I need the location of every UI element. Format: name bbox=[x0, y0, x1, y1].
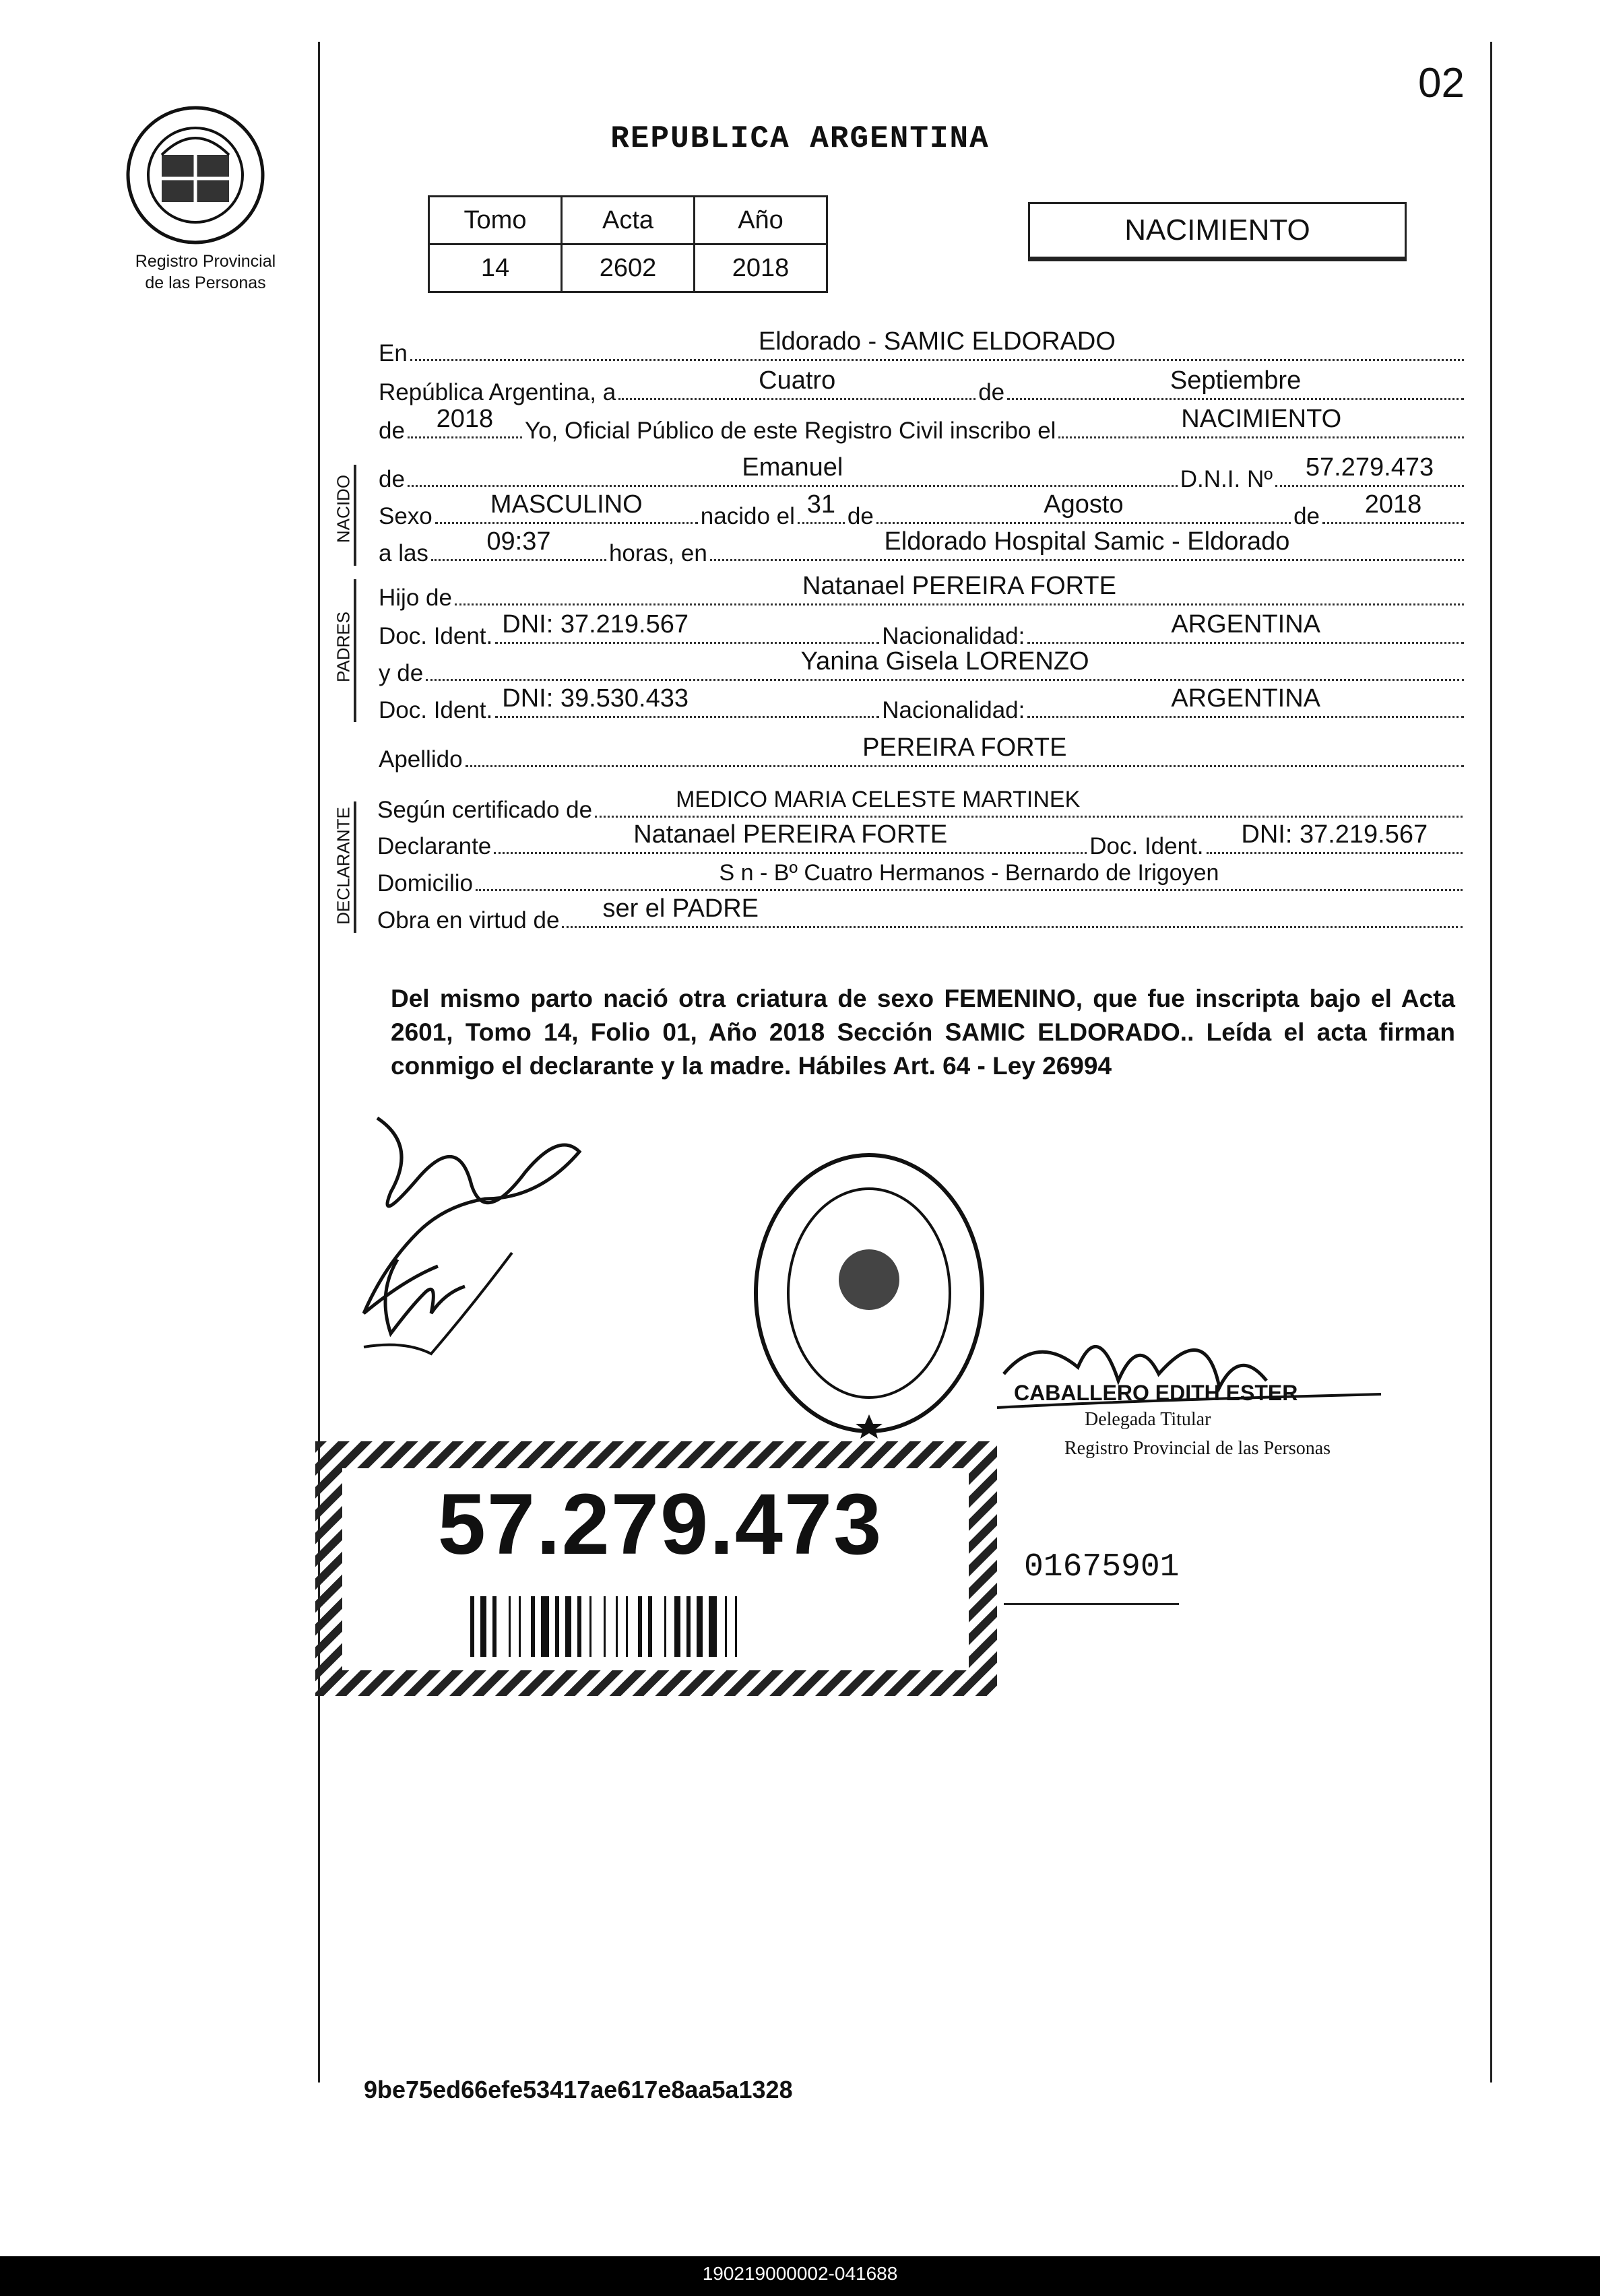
barcode-bars bbox=[470, 1596, 737, 1657]
child-name: Emanuel bbox=[742, 453, 843, 482]
value-acta: 2602 bbox=[562, 244, 695, 292]
document-title: REPUBLICA ARGENTINA bbox=[610, 121, 990, 156]
mother-doc-row: Doc. Ident. DNI: 39.530.433 Nacionalidad: ARGENTINA bbox=[379, 697, 1467, 724]
mother-row: y de Yanina Gisela LORENZO bbox=[379, 660, 1467, 687]
declarant-doc: DNI: 37.219.567 bbox=[1241, 820, 1428, 849]
place-label: En bbox=[379, 340, 408, 366]
observation-paragraph: Del mismo parto nació otra criatura de sexo FEMENINO, que fue inscripta bajo el Acta 2601, Tomo 14, Folio 01, Año 2018 Sección SAMIC ELDORADO.. Leída el acta firman conmigo el declarante y la madre. Hábiles Art. 64 - Ley 26994 bbox=[391, 985, 1455, 1080]
header-tomo: Tomo bbox=[429, 197, 562, 244]
father-row: Hijo de Natanael PEREIRA FORTE bbox=[379, 585, 1467, 612]
logo-caption: Registro Provincial de las Personas bbox=[135, 252, 276, 292]
footer-code: 190219000002-041688 bbox=[702, 2263, 898, 2284]
surname-value: PEREIRA FORTE bbox=[862, 733, 1067, 762]
mother-nationality: ARGENTINA bbox=[1171, 684, 1321, 713]
child-dni: 57.279.473 bbox=[1305, 453, 1434, 482]
address-row: Domicilio S n - Bº Cuatro Hermanos - Bernardo de Irigoyen bbox=[377, 870, 1465, 897]
signatory-org: Registro Provincial de las Personas bbox=[1064, 1438, 1331, 1459]
record-table bbox=[428, 195, 828, 293]
address-value: S n - Bº Cuatro Hermanos - Bernardo de Irigoyen bbox=[719, 860, 1219, 886]
mother-name: Yanina Gisela LORENZO bbox=[800, 647, 1089, 676]
signatory-name: CABALLERO EDITH ESTER bbox=[1014, 1381, 1298, 1405]
header-acta: Acta bbox=[562, 197, 695, 244]
sex-row: Sexo MASCULINO nacido el 31 de Agosto de 2018 bbox=[379, 503, 1467, 530]
registry-seal bbox=[748, 1145, 990, 1441]
obra-value: ser el PADRE bbox=[602, 894, 759, 923]
born-time: 09:37 bbox=[486, 527, 551, 556]
child-sex: MASCULINO bbox=[490, 490, 643, 519]
registry-seal-icon bbox=[748, 1145, 990, 1441]
certificate-value: MEDICO MARIA CELESTE MARTINEK bbox=[676, 787, 1081, 812]
declarant-signature-icon bbox=[337, 1091, 620, 1374]
header-anio: Año bbox=[695, 197, 827, 244]
place-value: Eldorado - SAMIC ELDORADO bbox=[758, 327, 1116, 356]
day-value: Cuatro bbox=[759, 366, 836, 395]
name-row: de Emanuel D.N.I. Nº 57.279.473 bbox=[379, 466, 1467, 493]
section-declarante: DECLARANTE bbox=[333, 807, 354, 925]
document-hash: 9be75ed66efe53417ae617e8aa5a1328 bbox=[364, 2076, 793, 2103]
section-nacido: NACIDO bbox=[333, 474, 354, 544]
value-anio: 2018 bbox=[695, 244, 827, 292]
value-tomo: 14 bbox=[429, 244, 562, 292]
date-label: República Argentina, a bbox=[379, 379, 616, 405]
record-type-box: NACIMIENTO bbox=[1028, 202, 1407, 261]
date-row: República Argentina, a Cuatro de Septiembre bbox=[379, 379, 1467, 406]
declarant-row: Declarante Natanael PEREIRA FORTE Doc. Ident. DNI: 37.219.567 bbox=[377, 833, 1465, 860]
month-value: Septiembre bbox=[1170, 366, 1302, 395]
declarant-name: Natanael PEREIRA FORTE bbox=[633, 820, 948, 849]
surname-row: Apellido PEREIRA FORTE bbox=[379, 746, 1467, 773]
barcode-dni-number: 57.279.473 bbox=[437, 1476, 883, 1573]
born-year: 2018 bbox=[1364, 490, 1422, 519]
father-nationality: ARGENTINA bbox=[1171, 610, 1321, 638]
father-doc-row: Doc. Ident. DNI: 37.219.567 Nacionalidad: ARGENTINA bbox=[379, 623, 1467, 650]
certificate-row: Según certificado de MEDICO MARIA CELESTE MARTINEK bbox=[377, 797, 1465, 824]
place-row bbox=[379, 327, 1467, 367]
father-name: Natanael PEREIRA FORTE bbox=[802, 572, 1116, 600]
province-seal-icon bbox=[108, 101, 283, 249]
year-row: de 2018 Yo, Oficial Público de este Registro Civil inscribo el NACIMIENTO bbox=[379, 418, 1467, 445]
year-value: 2018 bbox=[436, 405, 494, 433]
time-row: a las 09:37 horas, en Eldorado Hospital Samic - Eldorado bbox=[379, 540, 1467, 567]
father-doc: DNI: 37.219.567 bbox=[502, 610, 689, 638]
born-place: Eldorado Hospital Samic - Eldorado bbox=[884, 527, 1290, 556]
born-day: 31 bbox=[806, 490, 836, 519]
mother-doc: DNI: 39.530.433 bbox=[502, 684, 689, 713]
page-number: 02 bbox=[1418, 60, 1465, 106]
inscribe-value: NACIMIENTO bbox=[1181, 405, 1342, 433]
control-stamp-number: 01675901 bbox=[1024, 1549, 1180, 1585]
right-margin-line bbox=[1490, 42, 1492, 2082]
section-padres: PADRES bbox=[333, 612, 354, 682]
born-month: Agosto bbox=[1044, 490, 1124, 519]
obra-row: Obra en virtud de ser el PADRE bbox=[377, 907, 1465, 934]
signatory-role: Delegada Titular bbox=[1085, 1409, 1211, 1430]
left-margin-line bbox=[318, 42, 320, 2082]
